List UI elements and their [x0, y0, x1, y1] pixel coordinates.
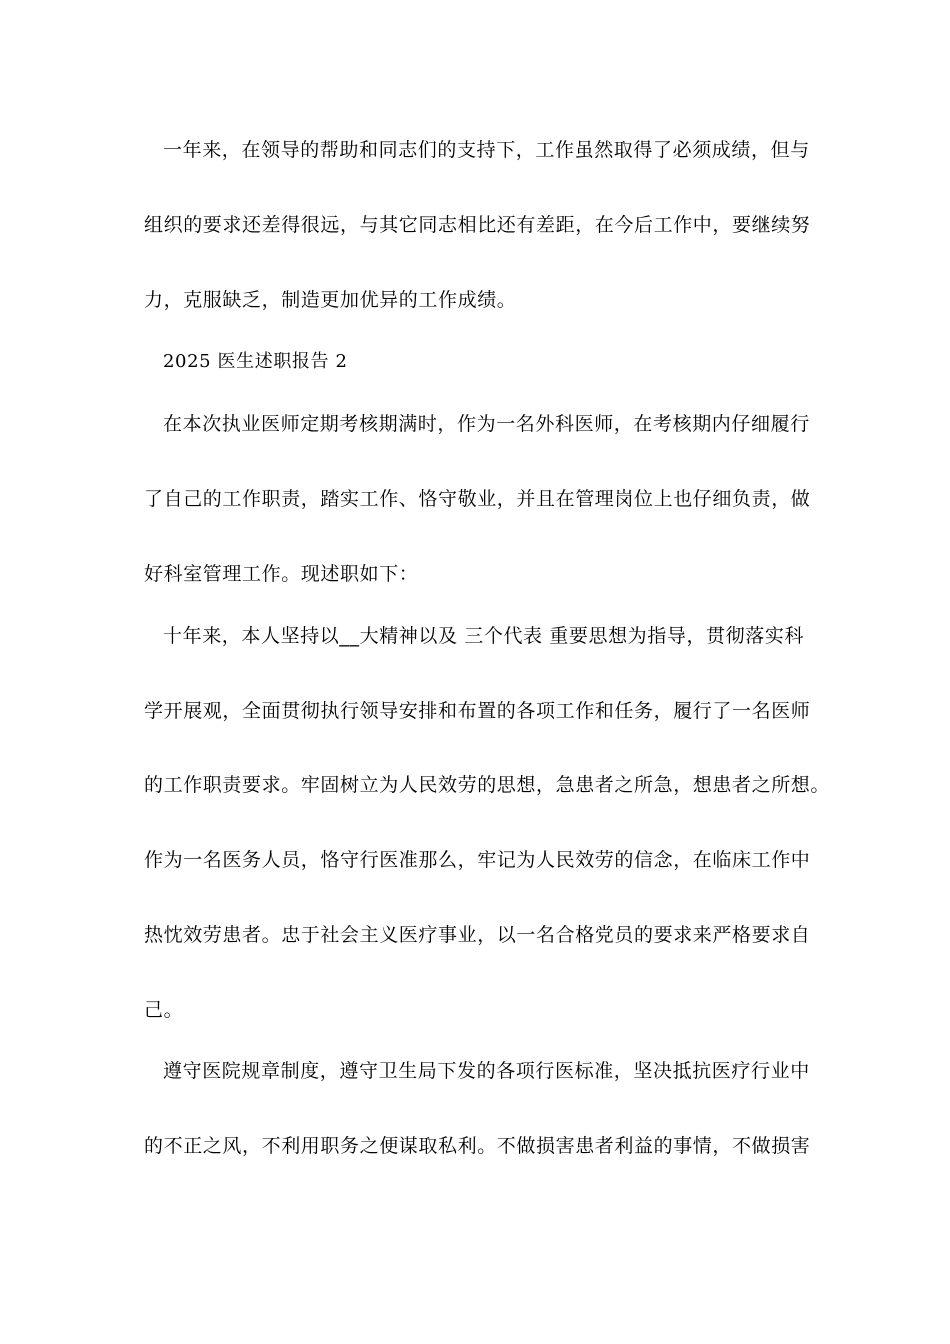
- paragraph-3-line-6: 己。: [144, 999, 184, 1021]
- paragraph-3-line-3: 的工作职责要求。牢固树立为人民效劳的思想，急患者之所急，想患者之所想。: [144, 774, 831, 796]
- paragraph-4-line-1: 遵守医院规章制度，遵守卫生局下发的各项行医标准，坚决抵抗医疗行业中: [163, 1060, 810, 1082]
- paragraph-1-line-2: 组织的要求还差得很远，与其它同志相比还有差距，在今后工作中，要继续努: [144, 214, 811, 236]
- paragraph-2-line-2: 了自己的工作职责，踏实工作、恪守敬业，并且在管理岗位上也仔细负责，做: [144, 488, 811, 510]
- paragraph-2-line-1: 在本次执业医师定期考核期满时，作为一名外科医师，在考核期内仔细履行: [163, 413, 810, 435]
- paragraph-1-line-3: 力，克服缺乏，制造更加优异的工作成绩。: [144, 289, 517, 311]
- paragraph-4-line-2: 的不正之风，不利用职务之便谋取私利。不做损害患者利益的事情，不做损害: [144, 1135, 811, 1157]
- paragraph-2-line-3: 好科室管理工作。现述职如下：: [144, 563, 419, 585]
- paragraph-3-line-1: 十年来，本人坚持以__大精神以及 三个代表 重要思想为指导，贯彻落实科: [163, 625, 805, 647]
- paragraph-3-line-4: 作为一名医务人员，恪守行医准那么，牢记为人民效劳的信念，在临床工作中: [144, 849, 811, 871]
- paragraph-1-line-1: 一年来，在领导的帮助和同志们的支持下，工作虽然取得了必须成绩，但与: [163, 139, 810, 161]
- section-heading: 2025 医生述职报告 2: [163, 351, 348, 372]
- paragraph-3-line-2: 学开展观，全面贯彻执行领导安排和布置的各项工作和任务，履行了一名医师: [144, 700, 811, 722]
- paragraph-3-line-5: 热忱效劳患者。忠于社会主义医疗事业，以一名合格党员的要求来严格要求自: [144, 924, 811, 946]
